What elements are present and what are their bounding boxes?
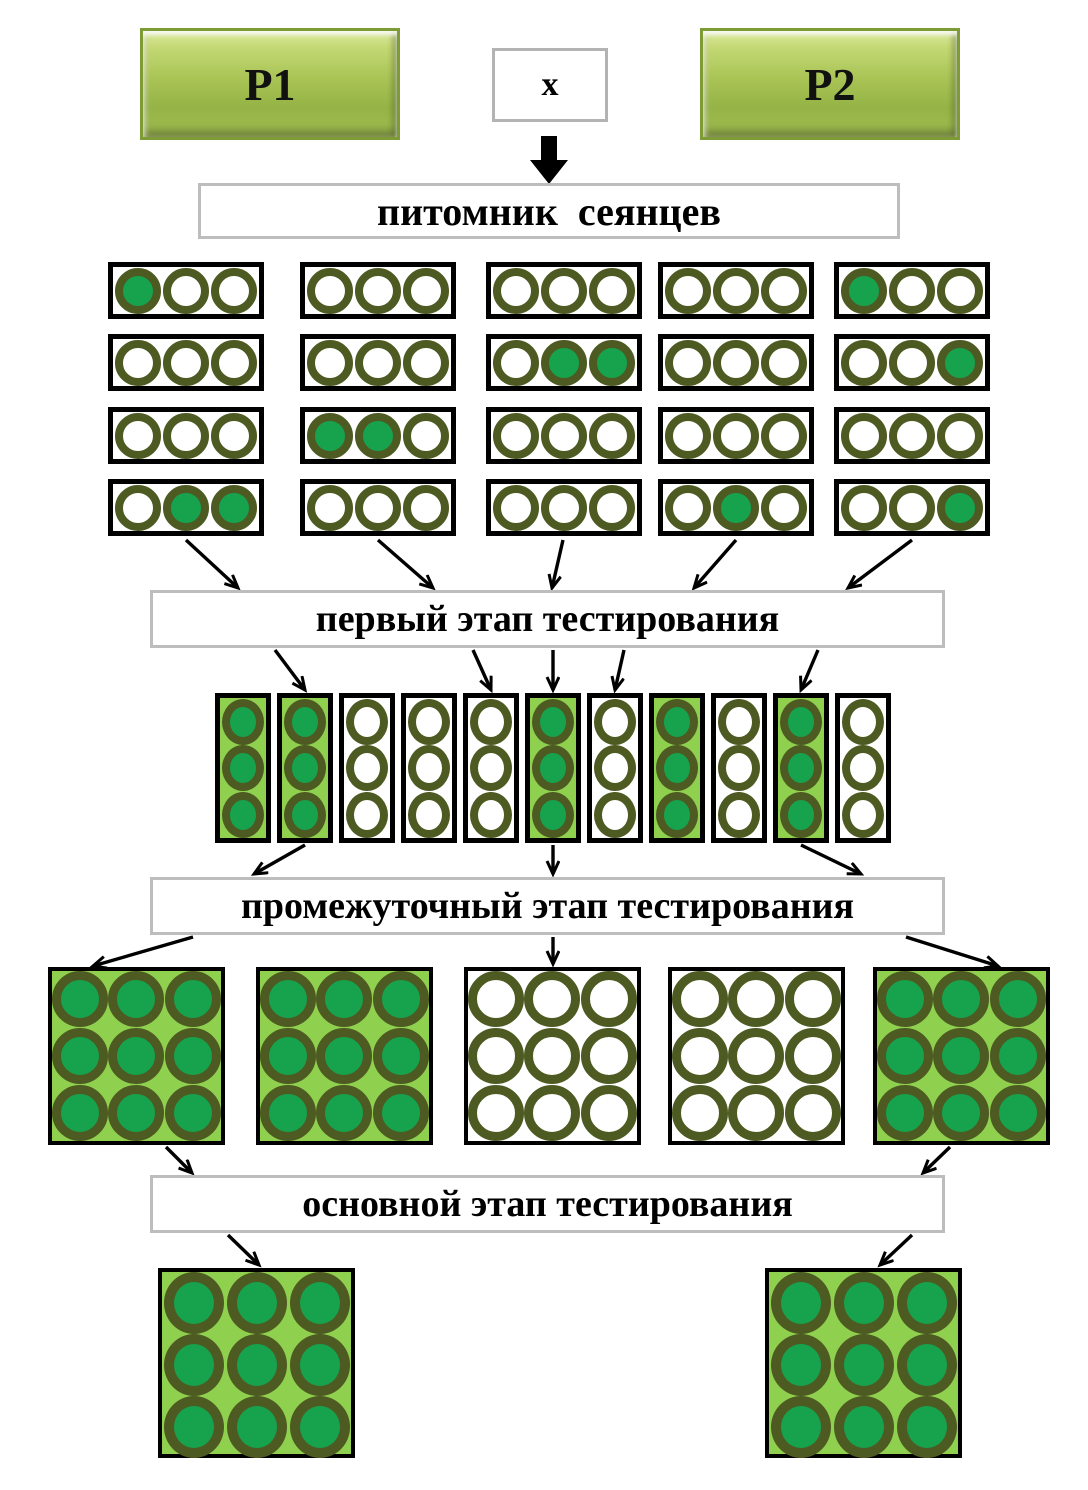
plot-circle (165, 1028, 221, 1084)
plot-circle (728, 1085, 784, 1141)
unit-circle (532, 745, 574, 791)
plot-circle (990, 1028, 1046, 1084)
test-unit-box (525, 693, 581, 843)
seedling-circle (163, 268, 209, 314)
seedling-circle (589, 340, 635, 386)
nursery-box (658, 262, 814, 319)
test-unit-box (215, 693, 271, 843)
test-unit-box (711, 693, 767, 843)
seedling-circle (541, 485, 587, 531)
plot-circle (524, 1028, 580, 1084)
stage-box-nursery (198, 183, 900, 239)
plot-circle (933, 1085, 989, 1141)
nursery-box (300, 334, 456, 391)
nursery-box (108, 262, 264, 319)
unit-circle (470, 745, 512, 791)
unit-circle (842, 792, 884, 838)
final-plot-circle (897, 1272, 957, 1334)
first-test-row (215, 693, 891, 843)
nursery-grid (108, 262, 990, 536)
seedling-circle (493, 413, 539, 459)
seedling-circle (937, 485, 983, 531)
plot-circle (877, 1028, 933, 1084)
unit-circle (594, 745, 636, 791)
seedling-circle (761, 485, 807, 531)
seedling-circle (211, 485, 257, 531)
seedling-circle (713, 268, 759, 314)
final-plot-circle (897, 1396, 957, 1458)
unit-circle (656, 792, 698, 838)
plot-circle (316, 1028, 372, 1084)
seedling-circle (665, 413, 711, 459)
final-plot-circle (290, 1272, 350, 1334)
plot-square (873, 967, 1050, 1145)
final-plot-circle (834, 1396, 894, 1458)
final-plot-circle (834, 1334, 894, 1396)
unit-circle (718, 745, 760, 791)
seedling-circle (713, 413, 759, 459)
stage-nursery-label: питомник сеянцев (377, 188, 721, 234)
intermediate-plots (48, 967, 1050, 1145)
final-plot-circle (227, 1334, 287, 1396)
plot-circle (672, 1028, 728, 1084)
plot-circle (468, 971, 524, 1027)
nursery-box (658, 407, 814, 464)
seedling-circle (889, 413, 935, 459)
plot-circle (260, 971, 316, 1027)
plot-circle (468, 1028, 524, 1084)
unit-circle (780, 699, 822, 745)
seedling-circle (355, 485, 401, 531)
main-plots (0, 1268, 1088, 1458)
plot-square (464, 967, 641, 1145)
plot-circle (728, 971, 784, 1027)
final-plot-square (765, 1268, 962, 1458)
plot-circle (165, 971, 221, 1027)
nursery-box (108, 479, 264, 536)
seedling-circle (403, 340, 449, 386)
plot-circle (672, 1085, 728, 1141)
nursery-box (108, 407, 264, 464)
stage-main-test-label: основной этап тестирования (302, 1183, 793, 1225)
seedling-circle (937, 413, 983, 459)
unit-circle (284, 792, 326, 838)
final-plot-circle (290, 1334, 350, 1396)
seedling-circle (665, 485, 711, 531)
seedling-circle (541, 268, 587, 314)
seedling-circle (841, 268, 887, 314)
nursery-box (486, 407, 642, 464)
nursery-box (486, 262, 642, 319)
unit-circle (284, 745, 326, 791)
final-plot-circle (227, 1272, 287, 1334)
seedling-circle (761, 268, 807, 314)
plot-circle (581, 971, 637, 1027)
seedling-circle (665, 268, 711, 314)
unit-circle (594, 699, 636, 745)
seedling-circle (493, 268, 539, 314)
plot-square (48, 967, 225, 1145)
unit-circle (842, 745, 884, 791)
nursery-box (108, 334, 264, 391)
unit-circle (408, 699, 450, 745)
parent-p2-label: P2 (804, 58, 856, 110)
plot-circle (260, 1085, 316, 1141)
seedling-circle (211, 413, 257, 459)
plot-square (256, 967, 433, 1145)
stage-intermediate-test-label: промежуточный этап тестирования (240, 885, 855, 927)
seedling-circle (937, 268, 983, 314)
plot-circle (785, 1085, 841, 1141)
stage-box-intermediate-test (150, 877, 945, 935)
plot-circle (108, 971, 164, 1027)
seedling-circle (841, 340, 887, 386)
seedling-circle (403, 413, 449, 459)
plot-circle (933, 971, 989, 1027)
plot-circle (165, 1085, 221, 1141)
seedling-circle (493, 340, 539, 386)
parent-p1-label: P1 (244, 58, 296, 110)
seedling-circle (589, 413, 635, 459)
final-plot-circle (771, 1334, 831, 1396)
test-unit-box (463, 693, 519, 843)
cross-box (492, 48, 608, 122)
nursery-box (834, 262, 990, 319)
nursery-box (486, 479, 642, 536)
final-plot-circle (897, 1334, 957, 1396)
plot-circle (990, 1085, 1046, 1141)
nursery-box (300, 479, 456, 536)
plot-circle (581, 1028, 637, 1084)
final-plot-circle (290, 1396, 350, 1458)
test-unit-box (773, 693, 829, 843)
unit-circle (346, 699, 388, 745)
test-unit-box (401, 693, 457, 843)
unit-circle (532, 699, 574, 745)
final-plot-circle (227, 1396, 287, 1458)
test-unit-box (835, 693, 891, 843)
plot-circle (877, 1085, 933, 1141)
plot-circle (672, 971, 728, 1027)
plot-circle (52, 1028, 108, 1084)
plot-circle (316, 1085, 372, 1141)
plot-circle (373, 1028, 429, 1084)
final-plot-circle (834, 1272, 894, 1334)
nursery-box (300, 407, 456, 464)
seedling-circle (115, 340, 161, 386)
seedling-circle (589, 268, 635, 314)
seedling-circle (355, 268, 401, 314)
parent-box-p2 (700, 28, 960, 140)
plot-circle (52, 971, 108, 1027)
seedling-circle (889, 268, 935, 314)
final-plot-square (158, 1268, 355, 1458)
nursery-box (834, 334, 990, 391)
unit-circle (284, 699, 326, 745)
nursery-box (834, 479, 990, 536)
cross-symbol-label: x (541, 66, 559, 103)
stage-box-main-test (150, 1175, 945, 1233)
seedling-circle (937, 340, 983, 386)
final-plot-circle (771, 1396, 831, 1458)
seedling-circle (115, 485, 161, 531)
test-unit-box (277, 693, 333, 843)
nursery-box (486, 334, 642, 391)
unit-circle (718, 699, 760, 745)
seedling-circle (211, 268, 257, 314)
seedling-circle (889, 485, 935, 531)
seedling-circle (761, 340, 807, 386)
plot-circle (728, 1028, 784, 1084)
seedling-circle (713, 340, 759, 386)
plot-square (668, 967, 845, 1145)
seedling-circle (211, 340, 257, 386)
seedling-circle (841, 413, 887, 459)
unit-circle (222, 792, 264, 838)
seedling-circle (541, 413, 587, 459)
seedling-circle (541, 340, 587, 386)
stage-first-test-label: первый этап тестирования (315, 598, 780, 640)
plot-circle (260, 1028, 316, 1084)
final-plot-circle (164, 1272, 224, 1334)
test-unit-box (339, 693, 395, 843)
plot-circle (524, 1085, 580, 1141)
nursery-box (658, 334, 814, 391)
final-plot-circle (164, 1396, 224, 1458)
plot-circle (524, 971, 580, 1027)
unit-circle (780, 745, 822, 791)
plot-circle (581, 1085, 637, 1141)
unit-circle (594, 792, 636, 838)
final-plot-circle (164, 1334, 224, 1396)
unit-circle (346, 745, 388, 791)
plot-circle (108, 1085, 164, 1141)
seedling-circle (589, 485, 635, 531)
seedling-circle (307, 268, 353, 314)
seedling-circle (355, 413, 401, 459)
plot-circle (877, 971, 933, 1027)
unit-circle (470, 792, 512, 838)
nursery-box (834, 407, 990, 464)
seedling-circle (889, 340, 935, 386)
plot-circle (785, 1028, 841, 1084)
nursery-box (658, 479, 814, 536)
test-unit-box (649, 693, 705, 843)
seedling-circle (163, 485, 209, 531)
stage-box-first-test (150, 590, 945, 648)
plot-circle (316, 971, 372, 1027)
cross-down-arrow-icon (530, 136, 568, 184)
unit-circle (346, 792, 388, 838)
seedling-circle (761, 413, 807, 459)
seedling-circle (307, 413, 353, 459)
seedling-circle (403, 485, 449, 531)
seedling-circle (307, 485, 353, 531)
unit-circle (532, 792, 574, 838)
seedling-circle (841, 485, 887, 531)
plot-circle (933, 1028, 989, 1084)
plot-circle (468, 1085, 524, 1141)
plot-circle (373, 1085, 429, 1141)
unit-circle (222, 745, 264, 791)
unit-circle (470, 699, 512, 745)
test-unit-box (587, 693, 643, 843)
parent-box-p1 (140, 28, 400, 140)
unit-circle (222, 699, 264, 745)
plot-circle (52, 1085, 108, 1141)
unit-circle (780, 792, 822, 838)
nursery-box (300, 262, 456, 319)
final-plot-circle (771, 1272, 831, 1334)
seedling-circle (403, 268, 449, 314)
plot-circle (108, 1028, 164, 1084)
seedling-circle (665, 340, 711, 386)
unit-circle (718, 792, 760, 838)
unit-circle (408, 745, 450, 791)
seedling-circle (355, 340, 401, 386)
plot-circle (990, 971, 1046, 1027)
unit-circle (408, 792, 450, 838)
seedling-circle (115, 268, 161, 314)
unit-circle (656, 745, 698, 791)
seedling-circle (493, 485, 539, 531)
seedling-circle (163, 413, 209, 459)
seedling-circle (713, 485, 759, 531)
seedling-circle (307, 340, 353, 386)
unit-circle (842, 699, 884, 745)
seedling-circle (163, 340, 209, 386)
unit-circle (656, 699, 698, 745)
plot-circle (373, 971, 429, 1027)
plot-circle (785, 971, 841, 1027)
seedling-circle (115, 413, 161, 459)
